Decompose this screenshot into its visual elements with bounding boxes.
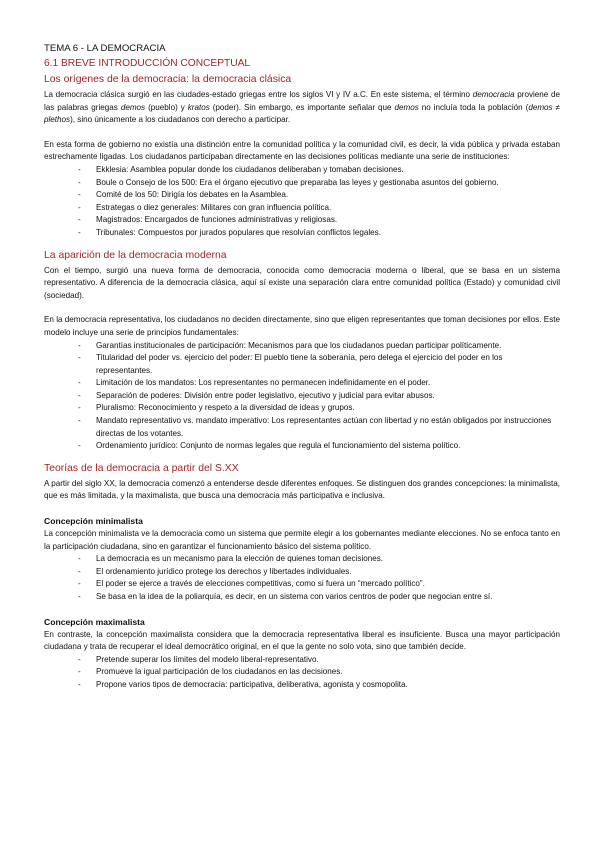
list-item-text: Se basa en la idea de la poliarquía, es decir, en un sistema con varios centros de poder que negocian entre sí. <box>96 592 493 601</box>
text-run: proviene de las palabras griegas <box>44 90 560 112</box>
text-run: ), sino únicamente a los ciudadanos con derecho a participar. <box>70 115 291 125</box>
list-item <box>78 415 560 440</box>
bullet-dash: - <box>78 403 81 413</box>
text-run: La democracia clásica surgió en las ciudades-estado griegas entre los siglos VI y IV a.C. En este sistema, el término <box>44 90 473 99</box>
list-item <box>78 177 560 190</box>
list-item <box>78 654 560 667</box>
list-item-text: La democracia es un mecanismo para la elección de quienes toman decisiones. <box>96 554 384 564</box>
heading-democracia-clasica: Los orígenes de la democracia: la democracia clásica <box>44 74 292 85</box>
list-item <box>78 566 560 579</box>
list-item-text: Garantías institucionales de participación: Mecanismos para que los ciudadanos puedan participar políticamente. <box>96 340 502 350</box>
list-item <box>78 227 560 240</box>
bullet-dash: - <box>78 654 81 664</box>
italic-term: kratos <box>187 102 210 112</box>
document-title: TEMA 6 - LA DEMOCRACIA <box>44 43 166 54</box>
heading-minimalista: Concepción minimalista <box>44 516 143 527</box>
bullet-dash: - <box>78 441 81 451</box>
bullet-dash: - <box>78 340 81 350</box>
list-maximalista <box>44 654 560 692</box>
list-item-text: Ordenamiento jurídico: Conjunto de normas legales que regula el funcionamiento del sistema político. <box>96 441 461 451</box>
paragraph-minimalista: La concepción minimalista ve la democracia como un sistema que permite elegir a los gobernantes mediante elecciones. No se enfoca tanto en la participación ciudadana, sino en garantizar el funcionamiento básico del sistema político. <box>44 529 560 551</box>
bullet-dash: - <box>78 227 81 237</box>
bullet-dash: - <box>78 202 81 212</box>
bullet-dash: - <box>78 416 81 426</box>
list-item-text: Separación de poderes: División entre poder legislativo, ejecutivo y judicial para evitar abusos. <box>96 390 435 400</box>
paragraph-moderna-2: En la democracia representativa, los ciudadanos no deciden directamente, sino que eligen representantes que toman decisiones por ellos. Este modelo incluye una serie de principios fundamentales: <box>44 315 560 337</box>
bullet-dash: - <box>78 390 81 400</box>
list-item-text: Pretende superar los límites del modelo liberal-representativo. <box>96 654 319 664</box>
bullet-dash: - <box>78 592 81 601</box>
list-item <box>78 214 560 227</box>
list-item <box>78 352 560 377</box>
list-instituciones <box>44 164 560 240</box>
paragraph-moderna-1: Con el tiempo, surgió una nueva forma de democracia, conocida como democracia moderna o liberal, que se basa en un sistema representativo. A diferencia de la democracia clásica, aquí sí existe una separación clara entre comunidad política (Estado) y comunidad civil (sociedad). <box>44 265 560 300</box>
list-item <box>78 440 560 453</box>
list-item-text: Limitación de los mandatos: Los representantes no permanecen indefinidamente en el poder. <box>96 378 431 388</box>
italic-term: demos <box>120 102 146 112</box>
list-item <box>78 164 560 177</box>
heading-maximalista: Concepción maximalista <box>44 616 145 627</box>
bullet-dash: - <box>78 353 81 363</box>
list-item <box>78 340 560 353</box>
list-item <box>78 553 560 566</box>
bullet-dash: - <box>78 554 81 564</box>
bullet-dash: - <box>78 679 81 689</box>
bullet-dash: - <box>78 215 81 225</box>
list-item-text: Ekklesia: Asamblea popular donde los ciudadanos deliberaban y tomaban decisiones. <box>96 164 404 174</box>
text-run: (poder). Sin embargo, es importante señalar que <box>209 102 395 112</box>
list-item <box>78 202 560 215</box>
bullet-dash: - <box>78 579 81 589</box>
list-item <box>78 189 560 202</box>
list-item-text: Tribunales: Compuestos por jurados populares que resolvían conflictos legales. <box>96 227 381 237</box>
list-item <box>78 591 560 604</box>
list-item-text: Pluralismo: Reconocimiento y respeto a la diversidad de ideas y grupos. <box>96 403 355 413</box>
list-item <box>78 390 560 403</box>
text-run: no incluía toda la población ( <box>418 102 529 112</box>
paragraph-teorias: A partir del siglo XX, la democracia comenzó a entenderse desde diferentes enfoques. Se distinguen dos grandes concepciones: la minimalista, que es más limitada, y la maximalista, que busca una democracia más participativa e inclusiva. <box>44 478 560 501</box>
list-item-text: Comité de los 50: Dirigía los debates en la Asamblea. <box>96 190 289 200</box>
list-item-text: Promueve la igual participación de los ciudadanos en las decisiones. <box>96 667 343 677</box>
paragraph-clasica-1 <box>44 89 560 127</box>
list-item-text: Magistrados: Encargados de funciones administrativas y religiosas. <box>96 215 338 225</box>
list-item <box>78 402 560 415</box>
italic-term: demos <box>394 102 419 112</box>
list-item <box>78 666 560 679</box>
section-heading-intro: 6.1 BREVE INTRODUCCIÓN CONCEPTUAL <box>44 58 251 69</box>
list-principios <box>44 340 560 453</box>
list-item-text: Propone varios tipos de democracia: participativa, deliberativa, agonista y cosmopolita. <box>96 679 408 689</box>
list-item <box>78 578 560 591</box>
list-item-text: Titularidad del poder vs. ejercicio del poder: El pueblo tiene la soberanía, pero delega el ejercicio del poder en los representantes. <box>96 353 503 375</box>
text-run: (pueblo) y <box>145 102 188 112</box>
paragraph-maximalista: En contraste, la concepción maximalista considera que la democracia representativa liberal es insuficiente. Busca una mayor participación ciudadana y trata de recuperar el ideal democrático original, en el que la gente no solo vota, sino que también decide. <box>44 629 560 652</box>
list-item <box>78 679 560 692</box>
italic-term: democracia <box>472 90 515 99</box>
list-item-text: Boule o Consejo de los 500: Era el órgano ejecutivo que preparaba las leyes y gestionaba asuntos del gobierno. <box>96 177 499 187</box>
italic-term: demos ≠ plethos <box>44 102 561 125</box>
bullet-dash: - <box>78 378 81 388</box>
list-item-text: Estrategas o diez generales: Militares con gran influencia política. <box>96 202 332 212</box>
heading-teorias-sxx: Teorías de la democracia a partir del S.XX <box>44 462 239 474</box>
bullet-dash: - <box>78 566 81 576</box>
paragraph-clasica-2: En esta forma de gobierno no existía una distinción entre la comunidad política y la comunidad civil, es decir, la vida pública y privada estaban estrechamente ligadas. Los ciudadanos participaban directamente en las decisiones políticas mediante una serie de instituciones: <box>44 139 560 162</box>
list-item-text: El poder se ejerce a través de elecciones competitivas, como si fuera un “mercado político”. <box>96 579 425 589</box>
list-minimalista <box>44 553 560 603</box>
heading-democracia-moderna: La aparición de la democracia moderna <box>44 249 227 261</box>
bullet-dash: - <box>78 164 81 174</box>
list-item-text: El ordenamiento jurídico protege los derechos y libertades individuales. <box>96 566 352 576</box>
bullet-dash: - <box>78 177 81 187</box>
list-item <box>78 377 560 390</box>
bullet-dash: - <box>78 667 81 677</box>
list-item-text: Mandato representativo vs. mandato imperativo: Los representantes actúan con libertad y no están obligados por instrucciones directas de los votantes. <box>96 416 552 438</box>
bullet-dash: - <box>78 190 81 200</box>
